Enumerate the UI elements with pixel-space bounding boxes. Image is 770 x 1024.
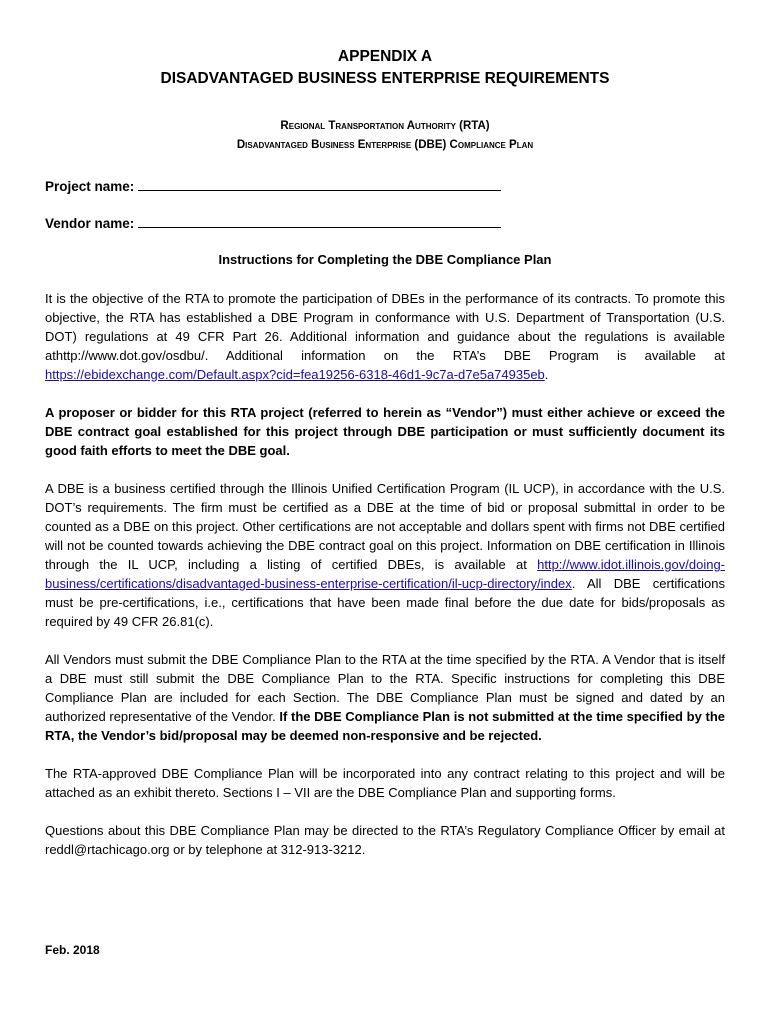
paragraph-requirement: A proposer or bidder for this RTA project (referred to herein as “Vendor”) must either achieve or exceed the DBE contract goal established for this project through DBE participation or must sufficiently document its good faith efforts to meet the DBE goal. xyxy=(45,405,725,458)
paragraph-submission-text: All Vendors must submit the DBE Compliance Plan to the RTA at the time specified by the RTA. A Vendor that is itself a DBE must still submit the DBE Compliance Plan to the RTA. Specific instructions for completing this DBE Compliance Plan are included for each Section. The DBE Compliance Plan must be signed and dated by an authorized representative of the Vendor. xyxy=(45,652,725,724)
idot-directory-link[interactable]: http://www.idot.illinois.gov/doing-business/certifications/disadvantaged-business-enterprise-certification/il-ucp-directory/index xyxy=(45,557,725,591)
paragraph-contact: Questions about this DBE Compliance Plan may be directed to the RTA’s Regulatory Compliance Officer by email at reddl@rtachicago.org or by telephone at 312-913-3212. xyxy=(45,823,725,857)
project-name-label: Project name: xyxy=(45,179,135,194)
project-name-input-line[interactable] xyxy=(138,177,501,191)
paragraph-certification-text: A DBE is a business certified through the Illinois Unified Certification Program (IL UCP), in accordance with the U.S. DOT’s requirements. The firm must be certified as a DBE at the time of bid or proposal submittal in order to be counted as a DBE on this project. Other certifications are not acceptable and dollars spent with firms not DBE certified will not be counted towards achieving the DBE contract goal on this project. Information on DBE certification in Illinois through the IL UCP, including a listing of certified DBEs, is available at xyxy=(45,481,725,572)
page-title: DISADVANTAGED BUSINESS ENTERPRISE REQUIREMENTS xyxy=(160,70,610,87)
paragraph-objective xyxy=(45,289,725,384)
paragraph-submission xyxy=(45,650,725,745)
vendor-name-label: Vendor name: xyxy=(45,216,135,231)
paragraph-certification xyxy=(45,479,725,631)
paragraph-objective-end: . xyxy=(544,367,549,382)
paragraph-certification-end: . All DBE certifications must be pre-certifications, i.e., certifications that have been made final before the due date for bids/proposals as required by 49 CFR 26.81(c). xyxy=(45,576,725,629)
vendor-name-field xyxy=(45,214,501,231)
paragraph-incorporation: The RTA-approved DBE Compliance Plan will be incorporated into any contract relating to this project and will be attached as an exhibit thereto. Sections I – VII are the DBE Compliance Plan and supporting forms. xyxy=(45,766,725,800)
paragraph-objective-text: It is the objective of the RTA to promote the participation of DBEs in the performance of its contracts. To promote this objective, the RTA has established a DBE Program in conformance with U.S. Department of Transportation (U.S. DOT) regulations at 49 CFR Part 26. Additional information and guidance about the regulations is available athttp://www.dot.gov/osdbu/. Additional information on the RTA’s DBE Program is available at xyxy=(45,291,725,363)
authority-subtitle: Regional Transportation Authority (RTA) xyxy=(280,120,490,132)
ebidexchange-link[interactable]: https://ebidexchange.com/Default.aspx?cid=fea19256-6318-46d1-9c7a-d7e5a74935eb xyxy=(45,367,545,382)
vendor-name-input-line[interactable] xyxy=(138,214,501,228)
paragraph-submission-warning: If the DBE Compliance Plan is not submitted at the time specified by the RTA, the Vendor’s bid/proposal may be deemed non-responsive and be rejected. xyxy=(45,709,725,743)
footer-date: Feb. 2018 xyxy=(45,943,100,957)
appendix-label: APPENDIX A xyxy=(337,48,433,65)
plan-subtitle: Disadvantaged Business Enterprise (DBE) Compliance Plan xyxy=(236,139,534,151)
project-name-field xyxy=(45,177,501,194)
instructions-heading: Instructions for Completing the DBE Compliance Plan xyxy=(218,252,552,267)
